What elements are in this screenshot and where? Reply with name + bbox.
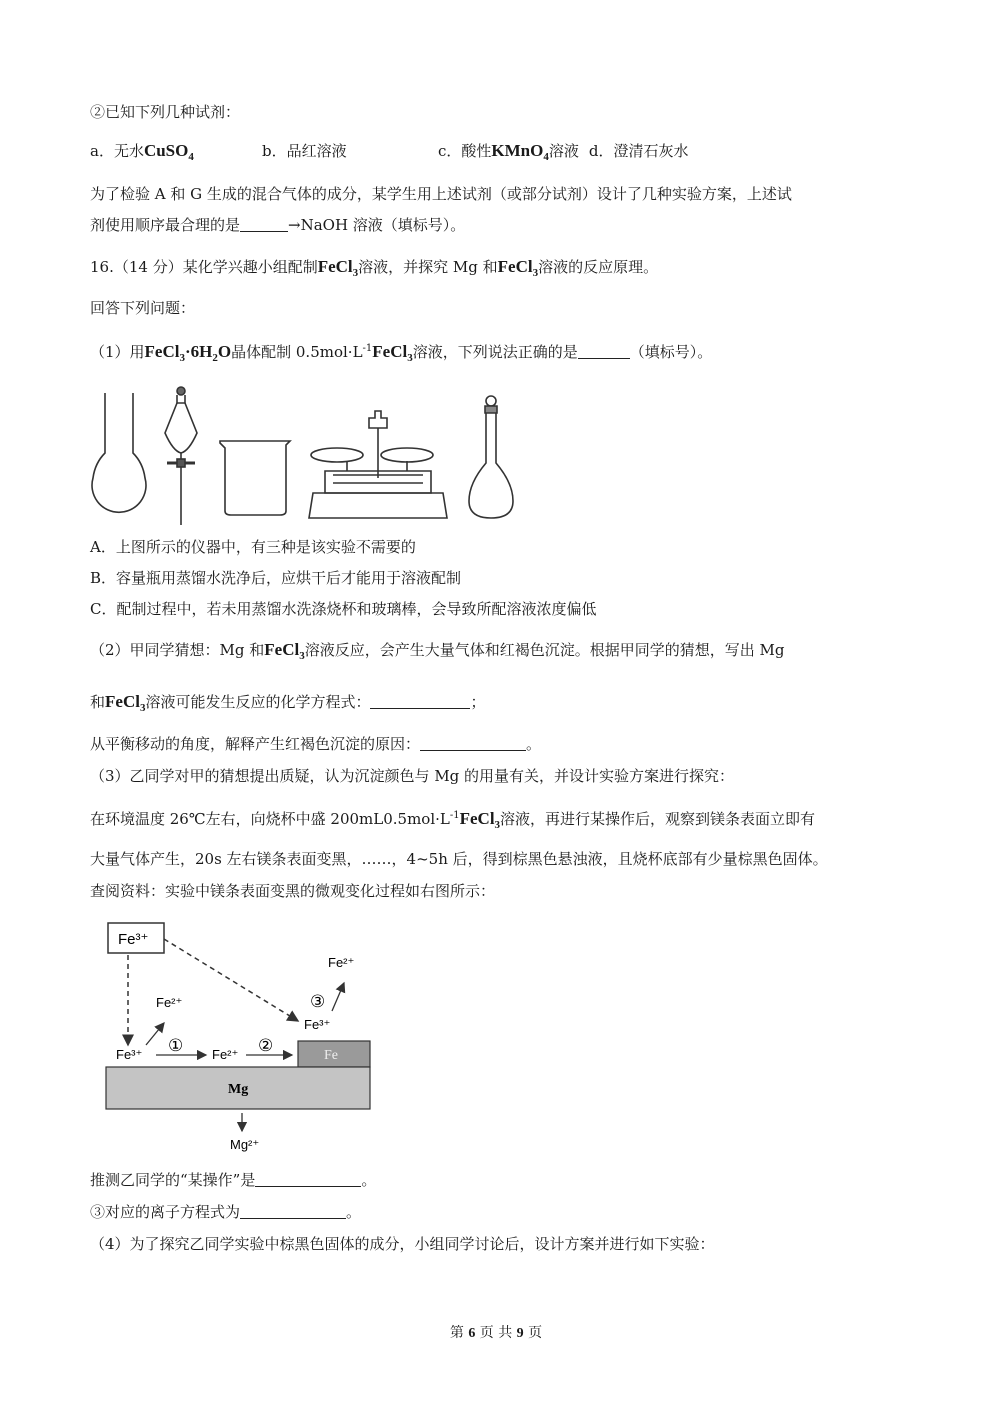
arrow-up-right-1 — [146, 1023, 164, 1045]
reagent-d: d．澄清石灰水 — [588, 142, 689, 160]
q16-part3-reference: 查阅资料：实验中镁条表面变黑的微观变化过程如右图所示： — [90, 882, 496, 900]
dashed-arrow-diagonal — [164, 939, 298, 1021]
reagents-paragraph-2: 剂使用顺序最合理的是 →NaOH 溶液（填标号）。 — [90, 216, 466, 234]
lab-apparatus-figure — [85, 383, 535, 528]
reagents-paragraph-1: 为了检验 A 和 G 生成的混合气体的成分，某学生用上述试剂（或部分试剂）设计了几种实验方案，上述试 — [90, 185, 792, 203]
reagents-intro: ②已知下列几种试剂： — [90, 103, 241, 121]
answer-blank — [420, 734, 526, 751]
fe3-box-label: Fe³⁺ — [118, 931, 149, 948]
q16-option-b: B．容量瓶用蒸馏水洗净后，应烘干后才能用于溶液配制 — [90, 569, 462, 587]
reagent-b: b．品红溶液 — [262, 142, 347, 160]
q16-part2-equation: 和FeCl$_3$溶液可能发生反应的化学方程式： ； — [90, 692, 486, 714]
reagent-c: c．酸性KMnO$_4$溶液 — [438, 141, 579, 163]
reagent-a: a．无水CuSO$_4$ — [90, 141, 194, 163]
beaker-icon — [220, 441, 290, 515]
answer-blank — [578, 342, 630, 359]
q16-part3-observation: 大量气体产生，20s 左右镁条表面变黑，……，4~5h 后，得到棕黑色悬浊液，且烧杯底部有少量棕黑色固体。 — [90, 850, 828, 868]
fe2-top-label: Fe²⁺ — [328, 955, 355, 970]
mg-block-label: Mg — [228, 1082, 249, 1097]
round-bottom-flask-icon — [92, 393, 146, 512]
arrow-up-right-3 — [332, 983, 344, 1011]
fe-block-label: Fe — [324, 1048, 338, 1063]
mechanism-diagram — [100, 915, 380, 1155]
q16-answer-intro: 回答下列问题： — [90, 299, 196, 317]
q16-part3-operation: 推测乙同学的“某操作”是 。 — [90, 1171, 377, 1189]
mg2-label: Mg²⁺ — [230, 1137, 260, 1152]
answer-blank — [240, 1202, 346, 1219]
q16-header: 16.（14 分）某化学兴趣小组配制FeCl$_3$溶液，并探究 Mg 和FeCl$_3$溶液的反应原理。 — [90, 257, 659, 279]
step2-label: ② — [258, 1036, 274, 1056]
q16-part3-ionic-equation: ③对应的离子方程式为 。 — [90, 1203, 362, 1221]
answer-blank — [255, 1170, 361, 1187]
step3-label: ③ — [310, 992, 326, 1012]
fe3-right-label: Fe³⁺ — [304, 1017, 331, 1032]
q16-part2-reason: 从平衡移动的角度，解释产生红褐色沉淀的原因： 。 — [90, 735, 542, 753]
balance-scale-icon — [309, 411, 447, 518]
q16-part4: （4）为了探究乙同学实验中棕黑色固体的成分，小组同学讨论后，设计方案并进行如下实验： — [90, 1235, 715, 1253]
answer-blank — [240, 215, 288, 232]
q16-option-a: A．上图所示的仪器中，有三种是该实验不需要的 — [90, 538, 416, 556]
volumetric-flask-icon — [469, 396, 513, 518]
fe3-left-label: Fe³⁺ — [116, 1047, 143, 1062]
reagent-options — [90, 141, 688, 167]
fe2-left-label: Fe²⁺ — [156, 995, 183, 1010]
separatory-funnel-icon — [165, 387, 197, 525]
q16-part2: （2）甲同学猜想：Mg 和FeCl$_3$溶液反应，会产生大量气体和红褐色沉淀。根据甲同学的猜想，写出 Mg — [90, 640, 785, 662]
q16-part3: （3）乙同学对甲的猜想提出质疑，认为沉淀颜色与 Mg 的用量有关，并设计实验方案进行探究： — [90, 767, 735, 785]
page-footer: 第 6 页 共 9 页 — [449, 1325, 543, 1341]
q16-option-c: C．配制过程中，若未用蒸馏水洗涤烧杯和玻璃棒，会导致所配溶液浓度偏低 — [90, 600, 597, 618]
q16-part3-procedure: 在环境温度 26℃左右，向烧杯中盛 $200mL0.5mol\cdot L^{-1}FeCl_3$溶液，再进行某操作后，观察到镁条表面立即有 — [90, 809, 816, 831]
answer-blank — [370, 692, 470, 709]
q16-part1: （1）用$FeCl_3\cdot 6H_2O$晶体配制 $0.5mol\cdot L^{-1}FeCl_3$溶液，下列说法正确的是 （填标号）。 — [90, 342, 713, 364]
fe2-mid-label: Fe²⁺ — [212, 1047, 239, 1062]
step1-label: ① — [168, 1036, 184, 1056]
